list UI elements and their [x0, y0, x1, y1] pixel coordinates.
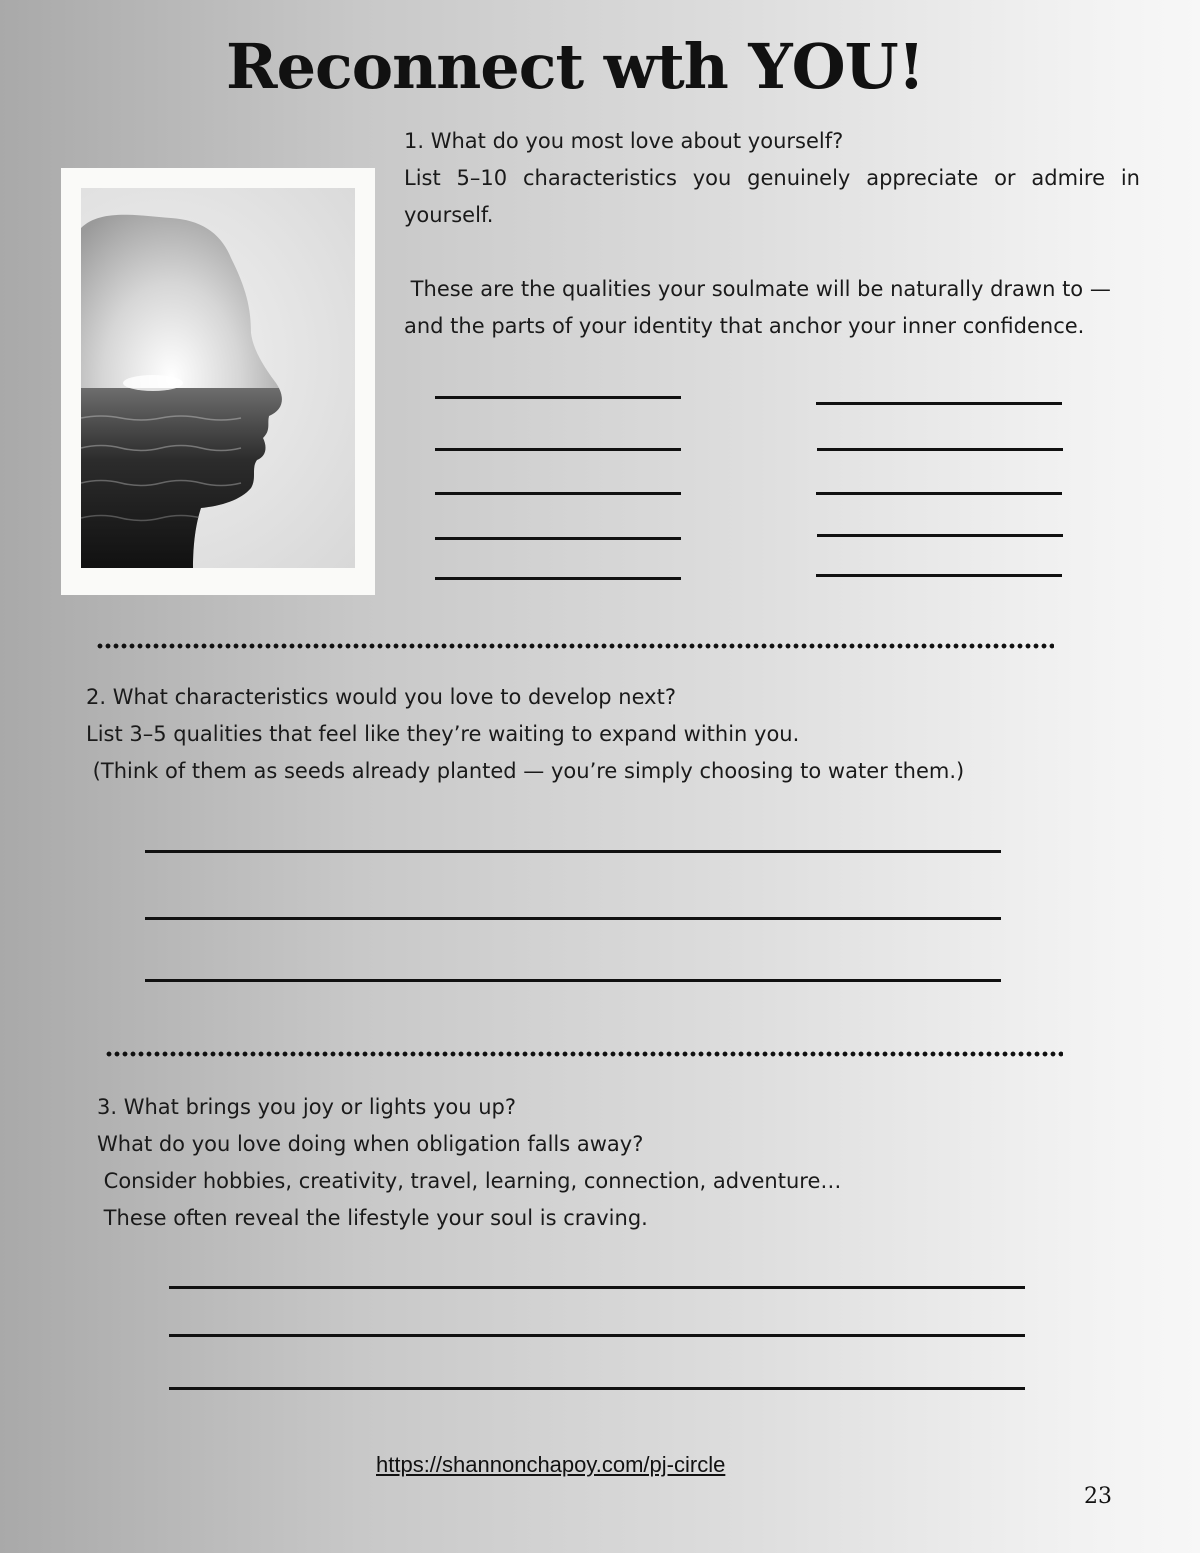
answer-line[interactable] — [435, 492, 681, 495]
question-3-line-1: What do you love doing when obligation falls away? — [97, 1132, 644, 1156]
question-1-line-2: yourself. — [404, 203, 494, 227]
question-3-line-2: Consider hobbies, creativity, travel, learning, connection, adventure… — [97, 1169, 842, 1193]
answer-line[interactable] — [145, 917, 1001, 920]
answer-line[interactable] — [816, 402, 1062, 405]
question-2 — [86, 679, 1086, 790]
question-2-line-2: (Think of them as seeds already planted — you’re simply choosing to water them.) — [86, 759, 965, 783]
answer-line[interactable] — [435, 448, 681, 451]
question-1-line-1: List 5–10 characteristics you genuinely appreciate or admire in — [404, 166, 1140, 190]
answer-line[interactable] — [817, 534, 1063, 537]
answer-line[interactable] — [435, 537, 681, 540]
answer-line[interactable] — [145, 850, 1001, 853]
answer-line[interactable] — [816, 574, 1062, 577]
answer-line[interactable] — [169, 1387, 1025, 1390]
footer-link[interactable]: https://shannonchapoy.com/pj-circle — [376, 1452, 726, 1477]
profile-silhouette-image — [81, 188, 355, 568]
dotted-divider — [105, 1051, 1063, 1057]
answer-line[interactable] — [169, 1286, 1025, 1289]
dotted-divider — [96, 643, 1054, 649]
answer-line[interactable] — [816, 492, 1062, 495]
page-number: 23 — [1084, 1484, 1112, 1509]
answer-line[interactable] — [435, 577, 681, 580]
question-2-heading: 2. What characteristics would you love to develop next? — [86, 685, 676, 709]
question-3-line-3: These often reveal the lifestyle your soul is craving. — [97, 1206, 648, 1230]
question-2-line-1: List 3–5 qualities that feel like they’re waiting to expand within you. — [86, 722, 800, 746]
answer-line[interactable] — [145, 979, 1001, 982]
question-3-heading: 3. What brings you joy or lights you up? — [97, 1095, 517, 1119]
question-1-heading: 1. What do you most love about yourself? — [404, 129, 844, 153]
answer-line[interactable] — [817, 448, 1063, 451]
question-1-line-3: These are the qualities your soulmate will be naturally drawn to — — [404, 277, 1111, 301]
page-title: Reconnect wth YOU! — [226, 30, 924, 103]
question-1 — [404, 123, 1140, 345]
photo-frame — [61, 168, 375, 595]
answer-line[interactable] — [435, 396, 681, 399]
question-1-line-4: and the parts of your identity that anchor your inner confidence. — [404, 314, 1085, 338]
question-3 — [97, 1089, 1097, 1237]
answer-line[interactable] — [169, 1334, 1025, 1337]
